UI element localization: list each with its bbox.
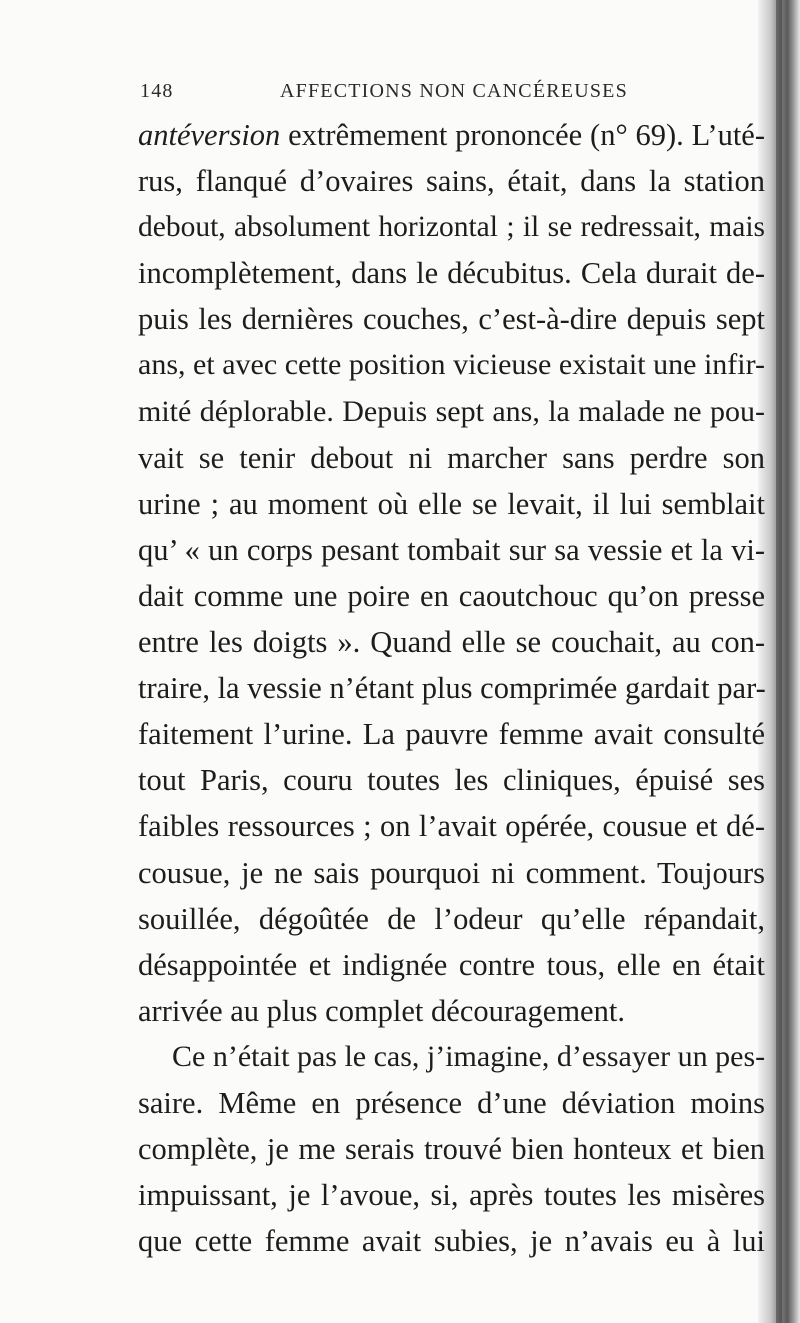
text-line: désappointée et indignée contre tous, elle en était <box>138 947 765 982</box>
text-line: saire. Même en présence d’une déviation moins <box>138 1085 765 1120</box>
text-line: qu’ « un corps pesant tombait sur sa vessie et la vi- <box>138 532 765 567</box>
paragraph-end-line: arrivée au plus complet découragement. <box>138 993 625 1028</box>
text-line: incomplètement, dans le décubitus. Cela durait de- <box>138 256 765 291</box>
body-text <box>138 112 765 1264</box>
text-line: impuissant, je l’avoue, si, après toutes les misères <box>138 1178 765 1213</box>
text-line: tout Paris, couru toutes les cliniques, épuisé ses <box>138 763 765 798</box>
text-line: mité déplorable. Depuis sept ans, la malade ne pou- <box>138 394 765 428</box>
text-line: rus, flanqué d’ovaires sains, était, dans la station <box>138 164 765 199</box>
text-line: entre les doigts ». Quand elle se couchait, au con- <box>138 625 765 660</box>
text-line: que cette femme avait subies, je n’avais eu à lui <box>138 1224 765 1259</box>
text-line: puis les dernières couches, c’est-à-dire depuis sept <box>138 302 765 337</box>
text-line: vait se tenir debout ni marcher sans perdre son <box>138 440 765 475</box>
text-line: urine ; au moment où elle se levait, il lui semblait <box>138 486 765 521</box>
page-number: 148 <box>140 80 174 102</box>
text-line: cousue, je ne sais pourquoi ni comment. Toujours <box>138 855 765 890</box>
text-line: faitement l’urine. La pauvre femme avait consulté <box>138 717 765 752</box>
running-title: AFFECTIONS NON CANCÉREUSES <box>280 80 628 102</box>
text-line: ans, et avec cette position vicieuse existait une infir- <box>138 348 765 382</box>
text-line: traire, la vessie n’étant plus comprimée gardait par- <box>138 671 766 706</box>
text-line: faibles ressources ; on l’avait opérée, cousue et dé- <box>138 809 765 844</box>
text-line: complète, je me serais trouvé bien honteux et bien <box>138 1132 765 1167</box>
italic-term: antéversion <box>138 118 281 152</box>
line-text: extrêmement prononcée (n° 69). L’uté- <box>280 118 765 152</box>
text-line: debout, absolument horizontal ; il se redressait, mais <box>138 211 765 244</box>
text-line: dait comme une poire en caoutchouc qu’on presse <box>138 578 765 613</box>
text-line: souillée, dégoûtée de l’odeur qu’elle répandait, <box>138 901 765 936</box>
page-edge-binding <box>776 0 782 1323</box>
paragraph-start-line: Ce n’était pas le cas, j’imagine, d’essayer un pes- <box>172 1039 766 1073</box>
text-line <box>138 112 765 158</box>
